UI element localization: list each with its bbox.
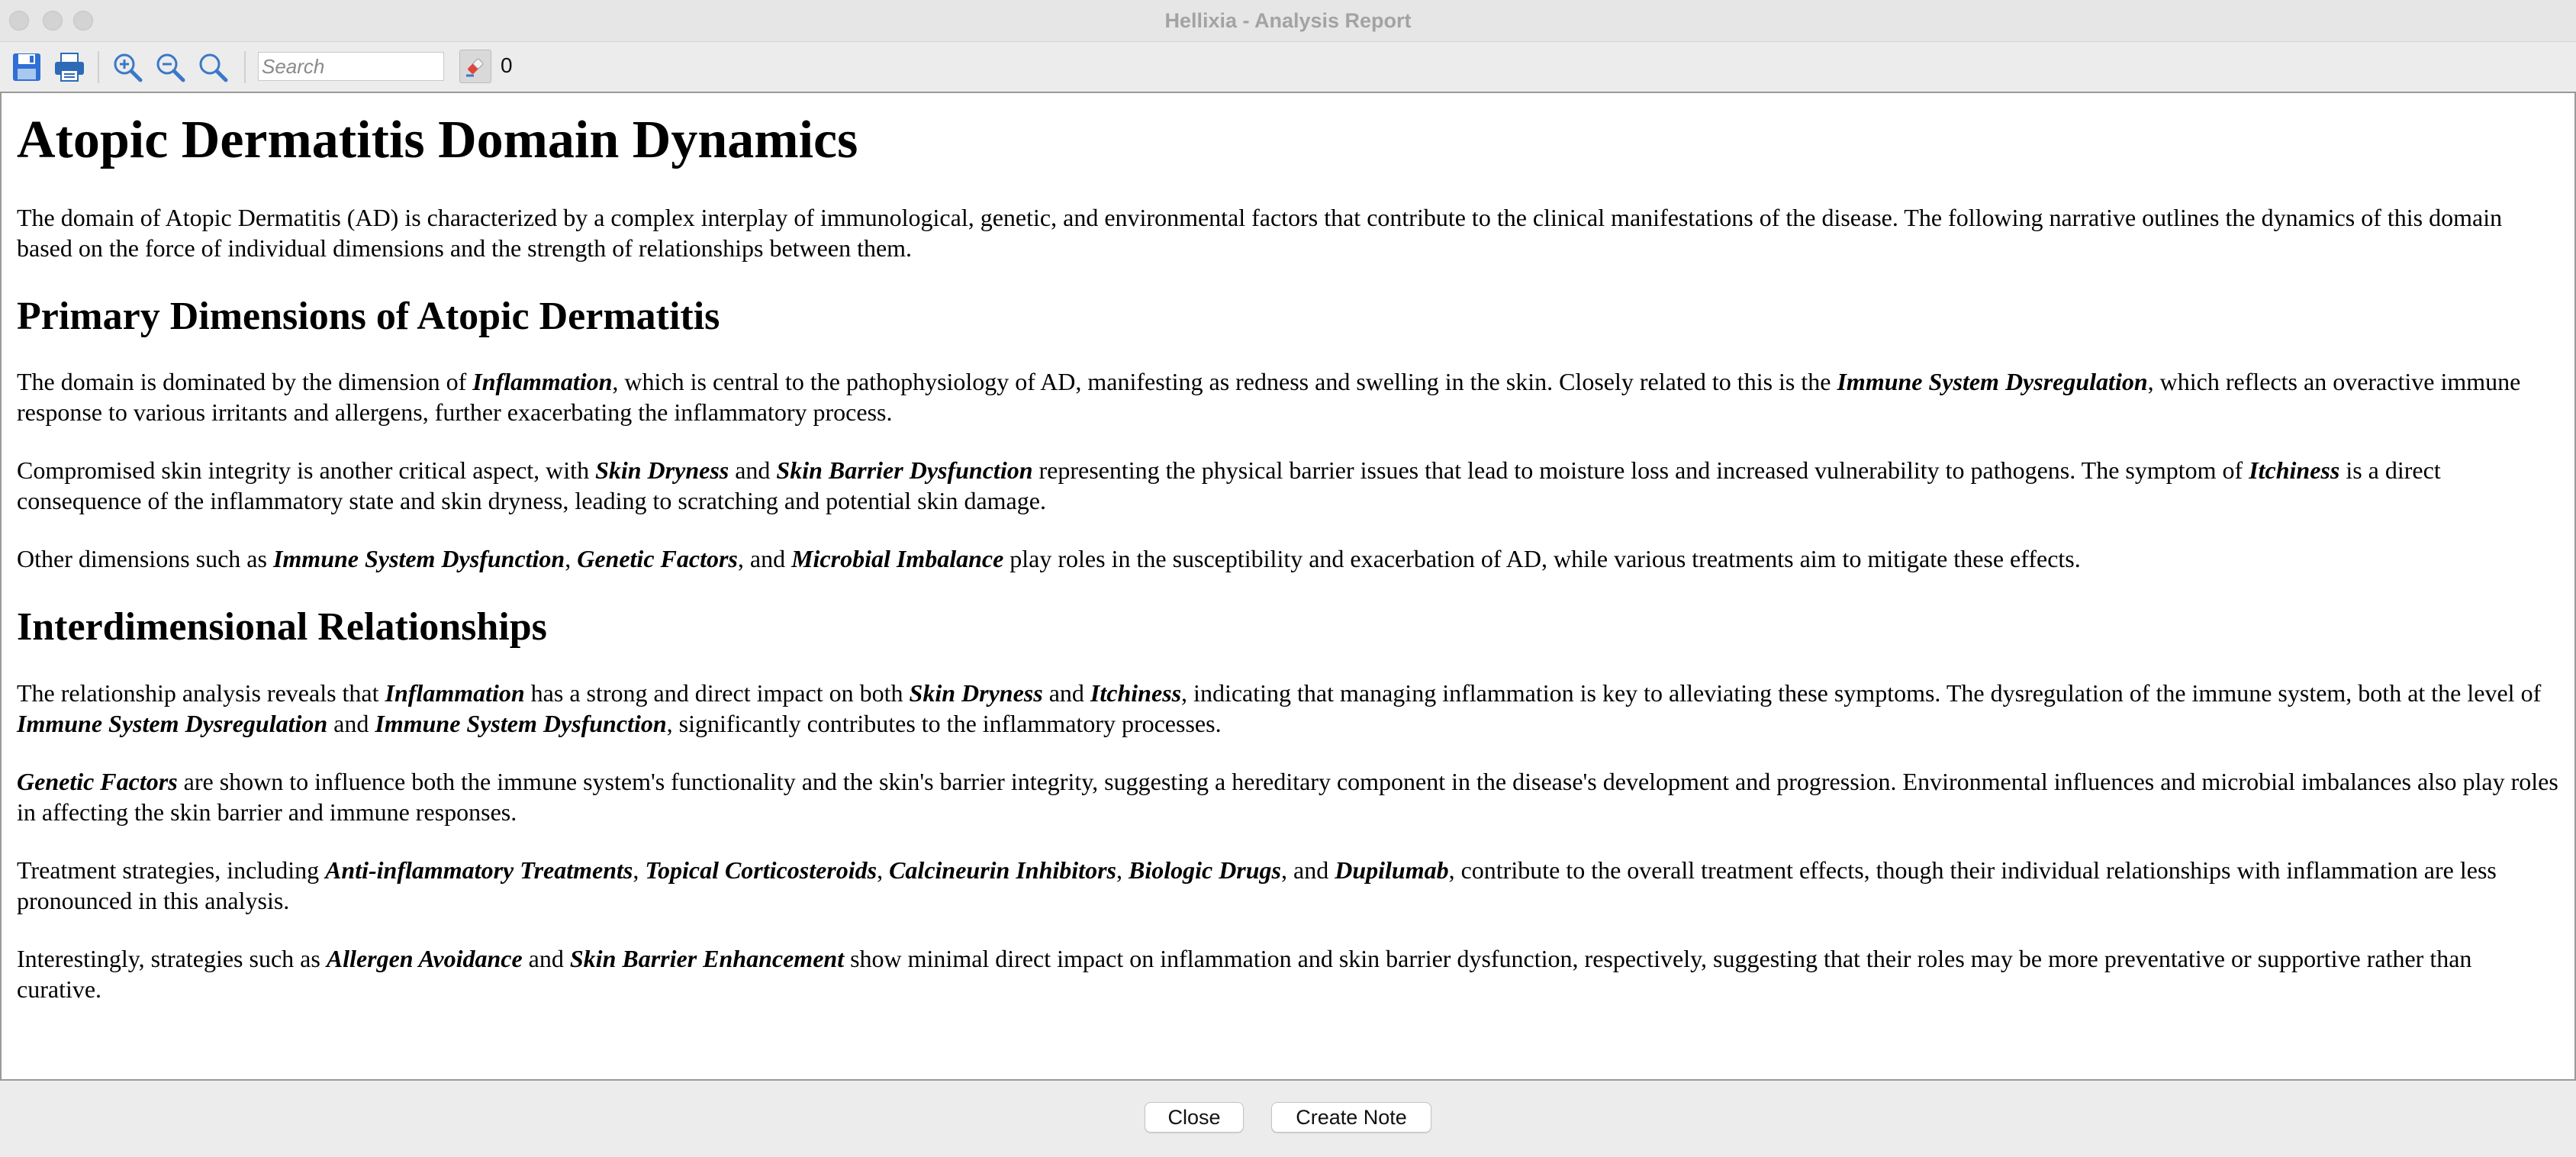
dimension-term: Genetic Factors	[577, 545, 738, 573]
dimension-term: Immune System Dysfunction	[272, 545, 565, 573]
dimension-term: Itchiness	[1090, 679, 1182, 707]
section-heading-primary-dimensions: Primary Dimensions of Atopic Dermatitis	[17, 294, 720, 338]
dimension-term: Calcineurin Inhibitors	[889, 856, 1116, 885]
dimension-term: Immune System Dysregulation	[1837, 368, 2148, 396]
highlight-icon	[464, 55, 487, 78]
dimension-term: Topical Corticosteroids	[645, 856, 877, 885]
dimension-term: Anti-inflammatory Treatments	[325, 856, 633, 885]
create-note-button[interactable]: Create Note	[1271, 1102, 1431, 1133]
dimension-term: Skin Dryness	[595, 456, 729, 485]
dimension-term: Microbial Imbalance	[791, 545, 1004, 573]
paragraph: Interestingly, strategies such as Allergen Avoidance and Skin Barrier Enhancement show minimal direct impact on inflammation and skin barrier dysfunction, respectively, suggesting that their roles may be more preventative or supportive rather than curative.	[17, 945, 2472, 1004]
paragraph: Other dimensions such as Immune System Dysfunction, Genetic Factors, and Microbial Imbalance play roles in the susceptibility and exacerbation of AD, while various treatments aim to mitigate these effects.	[17, 545, 2081, 573]
paragraph: Genetic Factors are shown to influence both the immune system's functionality and the skin's barrier integrity, suggesting a hereditary component in the disease's development and progression. Environmental influences and microbial imbalances also play roles in affecting the skin barrier and immune responses.	[17, 768, 2558, 827]
dimension-term: Immune System Dysregulation	[17, 710, 328, 738]
zoom-out-icon[interactable]	[153, 50, 188, 85]
intro-paragraph: The domain of Atopic Dermatitis (AD) is characterized by a complex interplay of immunological, genetic, and environmental factors that contribute to the clinical manifestations of the disease. The following narrative outlines the dynamics of this domain based on the force of individual dimensions and the strength of relationships between them.	[17, 203, 2503, 262]
window-title: Hellixia - Analysis Report	[1164, 9, 1412, 32]
toolbar	[0, 42, 2576, 91]
dimension-term: Genetic Factors	[17, 768, 178, 796]
dimension-term: Immune System Dysfunction	[375, 710, 667, 738]
dimension-term: Itchiness	[2249, 456, 2340, 485]
zoom-reset-icon[interactable]	[195, 50, 230, 85]
section-heading-relationships: Interdimensional Relationships	[17, 605, 547, 649]
paragraph: Treatment strategies, including Anti-inflammatory Treatments, Topical Corticosteroids, Calcineurin Inhibitors, Biologic Drugs, and Dupilumab, contribute to the overall treatment effects, though their individual relationships with inflammation are less pronounced in this analysis.	[17, 856, 2497, 915]
report-content[interactable]	[0, 92, 2576, 1081]
save-icon[interactable]	[9, 50, 44, 85]
dimension-term: Skin Dryness	[909, 679, 1043, 707]
zoom-in-icon[interactable]	[110, 50, 145, 85]
dimension-term: Allergen Avoidance	[326, 945, 523, 973]
print-icon[interactable]	[52, 50, 87, 85]
search-input[interactable]	[258, 52, 444, 81]
dimension-term: Inflammation	[385, 679, 525, 707]
toolbar-separator	[244, 51, 246, 83]
report-title: Atopic Dermatitis Domain Dynamics	[17, 111, 858, 169]
close-button[interactable]: Close	[1145, 1102, 1244, 1133]
dimension-term: Dupilumab	[1335, 856, 1449, 885]
paragraph: The domain is dominated by the dimension of Inflammation, which is central to the pathophysiology of AD, manifesting as redness and swelling in the skin. Closely related to this is the Immune System Dysregulation, which reflects an overactive immune response to various irritants and allergens, further exacerbating the inflammatory process.	[17, 368, 2521, 427]
dimension-term: Skin Barrier Dysfunction	[776, 456, 1033, 485]
paragraph: The relationship analysis reveals that Inflammation has a strong and direct impact on both Skin Dryness and Itchiness, indicating that managing inflammation is key to alleviating these symptoms. The dysregulation of the immune system, both at the level of Immune System Dysregulation and Immune System Dysfunction, significantly contributes to the inflammatory processes.	[17, 679, 2542, 738]
dimension-term: Skin Barrier Enhancement	[569, 945, 845, 973]
highlight-toggle-button[interactable]	[459, 50, 491, 83]
title-bar	[0, 0, 2576, 42]
paragraph: Compromised skin integrity is another critical aspect, with Skin Dryness and Skin Barrier Dysfunction representing the physical barrier issues that lead to moisture loss and increased vulnerability to pathogens. The symptom of Itchiness is a direct consequence of the inflammatory state and skin dryness, leading to scratching and potential skin damage.	[17, 456, 2441, 515]
dimension-term: Inflammation	[472, 368, 613, 396]
dimension-term: Biologic Drugs	[1128, 856, 1281, 885]
highlight-count: 0	[501, 53, 513, 77]
toolbar-separator	[98, 51, 99, 83]
